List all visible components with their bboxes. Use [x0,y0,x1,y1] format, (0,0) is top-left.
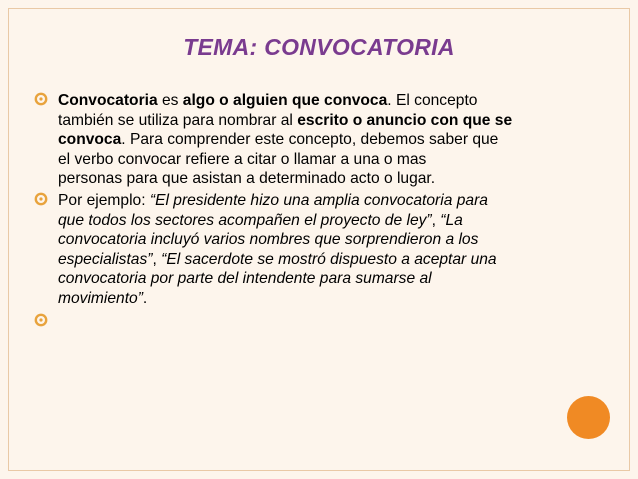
text-segment: algo o alguien que convoca [182,92,388,109]
text-segment: , [431,211,441,229]
text-segment: . El concepto [387,92,478,109]
text-segment: . [142,289,148,307]
text-segment: especialistas” [58,250,153,268]
bullet-item-definition [33,91,593,189]
text-segment: convoca [58,131,122,148]
text-segment: que todos los sectores acompañen el proyecto de ley” [58,211,432,229]
text-segment: el verbo convocar refiere a citar o llamar a una o mas [58,150,427,168]
text-segment: personas para que asistan a determinado acto o lugar. [58,170,436,187]
text-segment: también se utiliza para nombrar al [58,111,298,129]
slide-title: TEMA: CONVOCATORIA [183,34,455,60]
text-segment: convocatoria por parte del intendente para sumarse al [58,270,432,287]
text-segment: “El presidente hizo una amplia convocatoria para [149,192,488,209]
text-segment: movimiento” [58,289,143,307]
text-segment: Por ejemplo: [58,192,150,209]
circle-bullet-icon [33,312,49,328]
decorative-orange-circle [567,396,610,439]
text-segment: es [157,92,183,109]
text-segment: , [152,250,162,268]
text-segment: “El sacerdote se mostró dispuesto a aceptar una [161,250,497,268]
circle-bullet-icon [33,91,49,107]
bullet-text [58,91,593,189]
text-segment: escrito o anuncio con que se [297,111,513,129]
text-segment: convocatoria incluyó varios nombres que sorprendieron a los [58,231,479,248]
text-segment: Convocatoria [58,92,158,109]
text-segment: “La [440,211,463,229]
bullet-item-examples [33,191,593,308]
circle-bullet-icon [33,191,49,207]
bullet-text [58,191,593,308]
text-segment: . Para comprender este concepto, debemos saber que [121,131,499,148]
